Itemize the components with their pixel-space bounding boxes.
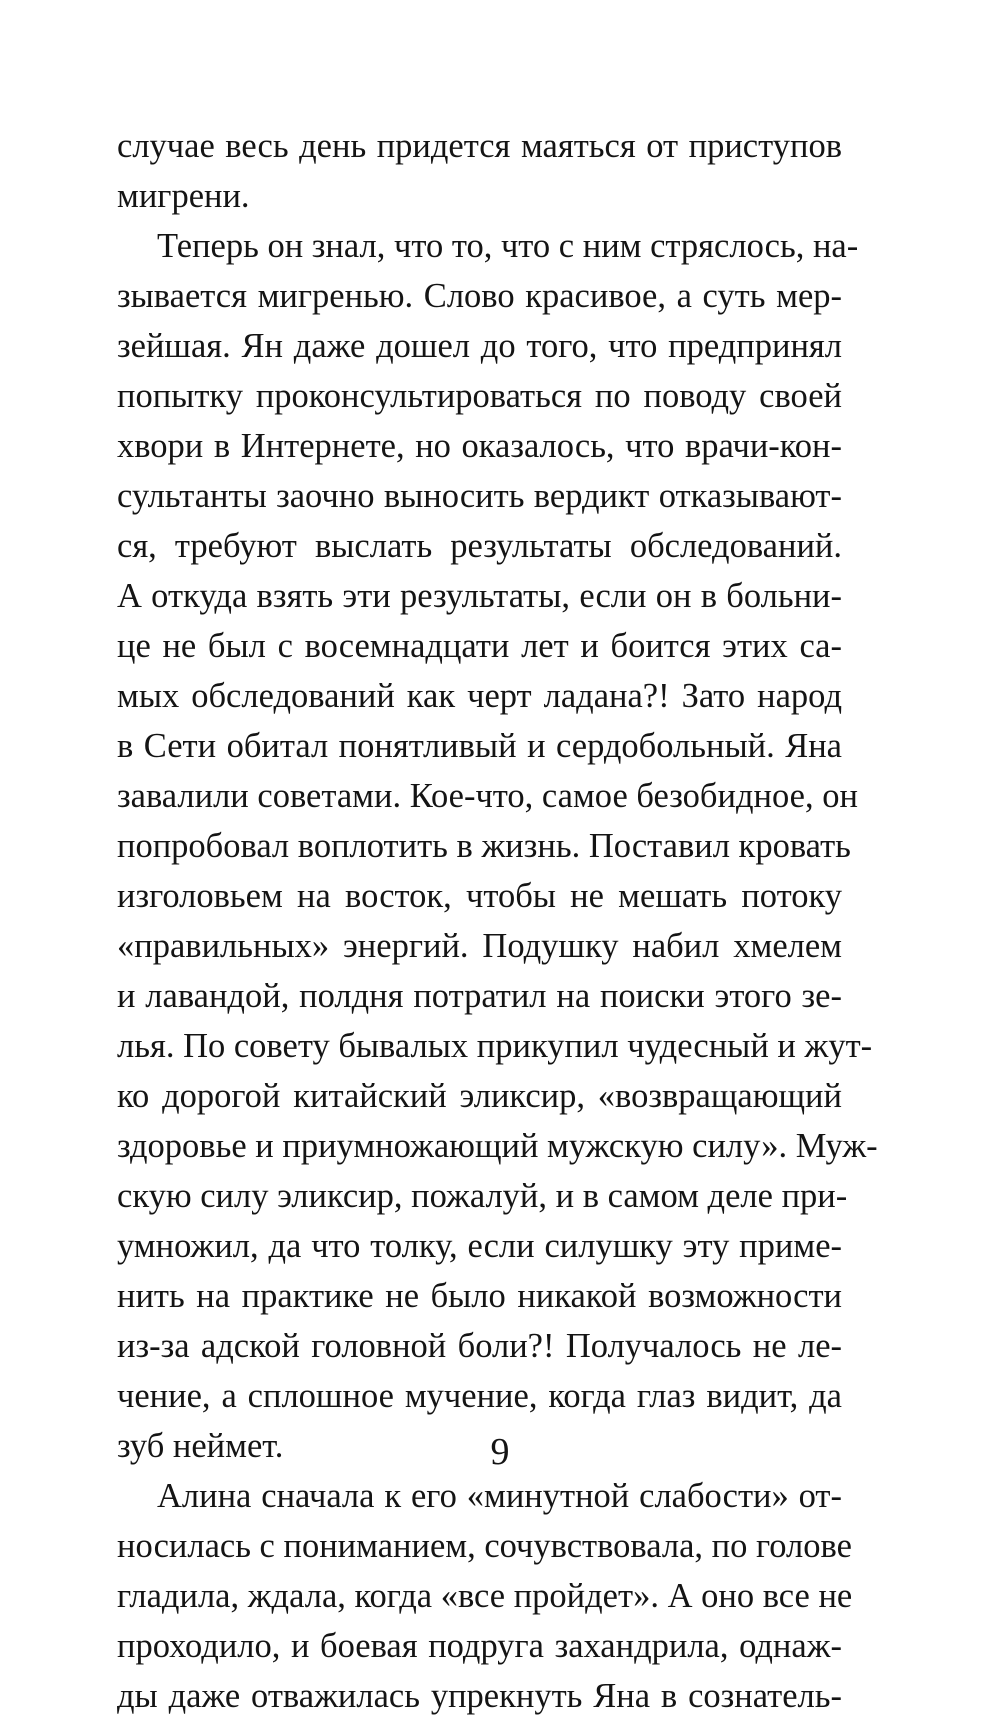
text-line: лья. По совету бывалых прикупил чудесный и жут- [117,1027,873,1065]
text-line: зывается мигренью. Слово красивое, а суть мер- [117,277,842,315]
text-line: хвори в Интернете, но оказалось, что врачи-кон- [117,427,842,465]
text-line: в Сети обитал понятливый и сердобольный. Яна [117,727,842,765]
text-line: мых обследований как черт ладана?! Зато народ [117,677,842,715]
text-line: завалили советами. Кое-что, самое безобидное, он [117,777,858,815]
text-line: случае весь день придется маяться от приступов [117,127,842,165]
text-line: умножил, да что толку, если силушку эту приме- [117,1227,842,1265]
text-line: из-за адской головной боли?! Получалось не ле- [117,1327,842,1365]
text-line: Теперь он знал, что то, что с ним стряслось, на- [157,227,859,265]
text-line: скую силу эликсир, пожалуй, и в самом деле при- [117,1177,848,1215]
text-line: мигрени. [117,177,250,215]
text-line: ды даже отважилась упрекнуть Яна в сознатель- [117,1677,842,1715]
body-text [117,121,878,1721]
text-line: чение, а сплошное мучение, когда глаз видит, да [117,1377,842,1415]
text-line: попробовал воплотить в жизнь. Поставил кровать [117,827,851,865]
text-line: гладила, ждала, когда «все пройдет». А оно все не [117,1577,853,1615]
text-line: ко дорогой китайский эликсир, «возвращающий [117,1077,842,1115]
text-line: попытку проконсультироваться по поводу своей [117,377,842,415]
text-line: зейшая. Ян даже дошел до того, что предпринял [117,327,842,365]
text-line: Алина сначала к его «минутной слабости» от- [157,1477,842,1515]
text-line: носилась с пониманием, сочувствовала, по голове [117,1527,852,1565]
text-line: ся, требуют выслать результаты обследований. [117,527,842,565]
page-number: 9 [490,1431,510,1473]
text-line: здоровье и приумножающий мужскую силу». Муж- [117,1127,878,1165]
text-line: це не был с восемнадцати лет и боится этих са- [117,627,842,665]
text-line: А откуда взять эти результаты, если он в больни- [117,577,842,615]
text-line: изголовьем на восток, чтобы не мешать потоку [117,877,842,915]
text-line: нить на практике не было никакой возможности [117,1277,842,1315]
text-line: «правильных» энергий. Подушку набил хмелем [117,927,842,965]
text-line: зуб неймет. [117,1427,284,1465]
text-line: и лавандой, полдня потратил на поиски этого зе- [117,977,842,1015]
text-line: проходило, и боевая подруга захандрила, однаж- [117,1627,842,1665]
text-line: сультанты заочно выносить вердикт отказывают- [117,477,842,515]
